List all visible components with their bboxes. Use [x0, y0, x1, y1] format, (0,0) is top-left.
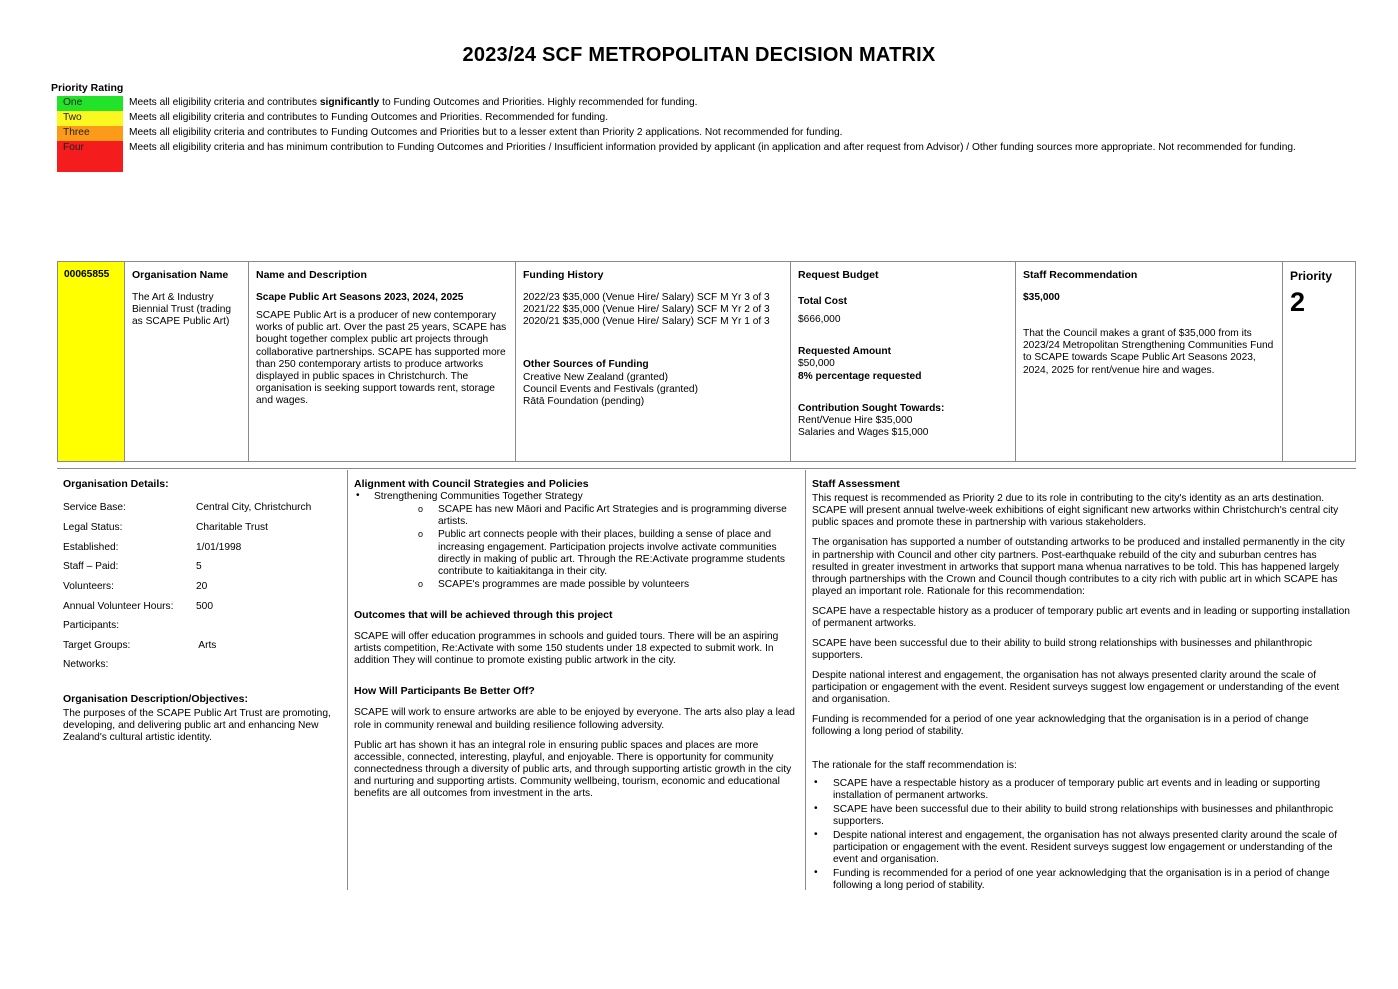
name-description-header: Name and Description	[256, 269, 367, 281]
list-item: • Despite national interest and engagement, the organisation has not always presented clarity around the scale of participation or engagement with the event. Resident surveys suggest low engagement or understanding of the event and organisation.	[812, 830, 1350, 866]
outcomes-text: SCAPE will offer education programmes in schools and guided tours. There will be an aspiring artists competition, Re:Activate with some 150 students under 18 expected to submit work. In addition They will continue to promote existing public artwork in the city.	[354, 631, 779, 667]
project-name: Scape Public Art Seasons 2023, 2024, 2025	[256, 292, 464, 304]
percentage-requested: 8% percentage requested	[798, 370, 922, 382]
other-sources-header: Other Sources of Funding	[523, 359, 649, 371]
list-item: • Funding is recommended for a period of one year acknowledging that the organisation is in a period of change following a long period of stability.	[812, 868, 1350, 892]
detail-row	[63, 522, 341, 534]
staff-assessment-column	[806, 470, 1356, 890]
organisation-details-heading: Organisation Details:	[63, 478, 169, 490]
list-item: o Public art connects people with their places, building a sense of place and increasing engagement. Participation projects involve activate communities directly in making of public art. Through the RE:Activate programme students contribute to kaitiakitanga in their city.	[418, 529, 799, 577]
section-divider	[57, 468, 1356, 469]
outcomes-heading: Outcomes that will be achieved through this project	[354, 608, 613, 621]
better-off-text: SCAPE will work to ensure artworks are able to be enjoyed by everyone. The arts also play a lead role in community renewal and building resilience following adversity.	[354, 707, 795, 731]
organisation-details-column	[57, 470, 348, 890]
priority-swatch-two: Two	[57, 111, 123, 126]
detail-value	[196, 620, 341, 632]
priority-description: Meets all eligibility criteria and has minimum contribution to Funding Outcomes and Priorities / Insufficient information provided by applicant (in application and after request from Advisor) / Other funding sources more appropriate. Not recommended for funding.	[129, 142, 1296, 153]
assessment-paragraph: This request is recommended as Priority 2 due to its role in contributing to the city's identity as an arts destination. SCAPE will present annual twelve-week exhibitions of eight significant new artworks within Christchurch's central city public spaces and promote these in partnership with various stakeholders.	[812, 493, 1339, 529]
better-off-text: Public art has shown it has an integral role in ensuring public spaces and places are more accessible, connected, interesting, playful, and enjoyable. There is opportunity for community connectedness through a diversity of public arts, and through supporting artistic growth in the city and nurturing and supporting artists. Community wellbeing, tourism, economic and educational benefits are all outcomes from investment in the arts.	[354, 739, 792, 799]
funding-history-item: 2022/23 $35,000 (Venue Hire/ Salary) SCF M Yr 3 of 3	[523, 292, 770, 304]
priority-legend-row	[57, 126, 1337, 141]
assessment-paragraph: The organisation has supported a number of outstanding artworks to be produced and installed permanently in the city in partnership with Council and other city partners. Post-earthquake rebuild of the city and suburban centres has resulted in greater investment in artworks that support mana whenua narratives to be told. This has happened largely through partnerships with the Crown and Council though contributes to a city rich with public art in which SCAPE has played an important role. Rationale for this recommendation:	[812, 537, 1345, 597]
priority-legend-row	[57, 141, 1337, 172]
priority-legend-row	[57, 111, 1337, 126]
priority-value: 2	[1290, 287, 1306, 318]
assessment-paragraph: Despite national interest and engagement, the organisation has not always presented clarity around the scale of participation or engagement with the event. Resident surveys suggest low engagement or understanding of the event and organisation.	[812, 669, 1340, 705]
list-item: • SCAPE have been successful due to their ability to build strong relationships with businesses and philanthropic supporters.	[812, 804, 1350, 828]
contribution-sought-label: Contribution Sought Towards:	[798, 402, 945, 414]
contribution-item: Rent/Venue Hire $35,000	[798, 414, 913, 426]
strategy-points	[374, 504, 799, 590]
request-budget-header: Request Budget	[798, 269, 879, 281]
list-item: o SCAPE has new Māori and Pacific Art Strategies and is programming diverse artists.	[418, 504, 799, 528]
application-id: 00065855	[58, 262, 125, 461]
assessment-paragraph: SCAPE have a respectable history as a producer of temporary public art events and in leading or supporting installation of permanent artworks.	[812, 605, 1350, 629]
other-source-item: Rātā Foundation (pending)	[523, 395, 645, 407]
better-off-heading: How Will Participants Be Better Off?	[354, 685, 535, 698]
priority-description-text: to Funding Outcomes and Priorities. Highly recommended for funding.	[379, 97, 698, 108]
detail-value: Arts	[196, 639, 217, 651]
rationale-list	[812, 778, 1350, 892]
staff-recommendation-amount: $35,000	[1023, 292, 1060, 304]
alignment-column	[348, 470, 806, 890]
detail-label: Staff – Paid:	[63, 561, 119, 573]
organisation-name-cell	[125, 262, 249, 461]
priority-description-text: Meets all eligibility criteria and contributes	[129, 97, 320, 108]
detail-label: Volunteers:	[63, 580, 114, 592]
objectives-heading: Organisation Description/Objectives:	[63, 693, 248, 706]
detail-row	[63, 561, 341, 573]
priority-swatch-four: Four	[57, 141, 123, 172]
other-source-item: Council Events and Festivals (granted)	[523, 383, 698, 395]
detail-value: 20	[196, 580, 208, 592]
detail-row	[63, 542, 341, 554]
funding-history-item: 2020/21 $35,000 (Venue Hire/ Salary) SCF M Yr 1 of 3	[523, 316, 770, 328]
detail-label: Legal Status:	[63, 522, 123, 533]
requested-amount-value: $50,000	[798, 358, 835, 370]
strategy-name: Strengthening Communities Together Strategy	[374, 491, 583, 503]
detail-value: 500	[196, 600, 213, 612]
priority-swatch-three: Three	[57, 126, 123, 141]
detail-label: Networks:	[63, 659, 109, 671]
priority-header: Priority	[1290, 269, 1333, 283]
staff-recommendation-header: Staff Recommendation	[1023, 269, 1138, 281]
staff-assessment-heading: Staff Assessment	[812, 478, 900, 490]
list-item: o SCAPE's programmes are made possible by volunteers	[418, 579, 799, 591]
priority-description	[123, 96, 1337, 109]
detail-label: Participants:	[63, 620, 120, 632]
detail-label: Established:	[63, 541, 119, 553]
detail-row	[63, 502, 341, 514]
detail-value: Charitable Trust	[196, 522, 268, 533]
detail-row	[63, 581, 341, 593]
detail-label: Target Groups:	[63, 639, 131, 651]
detail-value	[196, 659, 341, 671]
contribution-item: Salaries and Wages $15,000	[798, 426, 929, 438]
rationale-intro: The rationale for the staff recommendation is:	[812, 759, 1017, 771]
other-source-item: Creative New Zealand (granted)	[523, 371, 668, 383]
funding-history-item: 2021/22 $35,000 (Venue Hire/ Salary) SCF M Yr 2 of 3	[523, 304, 770, 316]
total-cost-value: $666,000	[798, 314, 841, 326]
detail-label: Service Base:	[63, 502, 126, 514]
detail-value: 5	[196, 561, 202, 573]
total-cost-label: Total Cost	[798, 296, 848, 308]
project-description: SCAPE Public Art is a producer of new contemporary works of public art. Over the past 25 years, SCAPE has bought together complex public art projects through collaborative partnerships. SCAPE has supported more than 250 contemporary artists to produce artworks displayed in public spaces in Christchurch. The organisation is seeking support towards rent, storage and wages.	[256, 310, 507, 406]
detail-row	[63, 640, 341, 652]
priority-cell	[1283, 262, 1355, 461]
assessment-paragraph: Funding is recommended for a period of one year acknowledging that the organisation is in a period of change following a long period of stability.	[812, 713, 1309, 737]
request-budget-cell	[791, 262, 1016, 461]
detail-row	[63, 620, 341, 632]
detail-row	[63, 601, 341, 613]
priority-legend	[57, 96, 1337, 172]
organisation-name: The Art & Industry Biennial Trust (trading as SCAPE Public Art)	[132, 292, 232, 328]
strategy-list	[354, 491, 799, 590]
priority-description: Meets all eligibility criteria and contributes to Funding Outcomes and Priorities. Recommended for funding.	[129, 112, 609, 123]
organisation-name-header: Organisation Name	[132, 269, 229, 281]
funding-history-header: Funding History	[523, 269, 604, 281]
application-summary-table	[57, 261, 1356, 462]
name-description-cell	[249, 262, 516, 461]
priority-description-emphasis: significantly	[319, 97, 380, 108]
priority-legend-row	[57, 96, 1337, 111]
priority-description: Meets all eligibility criteria and contributes to Funding Outcomes and Priorities but to a lesser extent than Priority 2 applications. Not recommended for funding.	[129, 127, 843, 138]
page-title: 2023/24 SCF METROPOLITAN DECISION MATRIX	[462, 44, 936, 66]
detail-row	[63, 659, 341, 671]
assessment-section	[57, 470, 1356, 890]
list-item: • SCAPE have a respectable history as a producer of temporary public art events and in leading or supporting installation of permanent artworks.	[812, 778, 1350, 802]
detail-value: Central City, Christchurch	[196, 502, 312, 514]
objectives-text: The purposes of the SCAPE Public Art Trust are promoting, developing, and delivering public art and enhancing New Zealand's cultural artistic identity.	[63, 707, 331, 743]
detail-label: Annual Volunteer Hours:	[63, 600, 174, 612]
priority-swatch-one: One	[57, 96, 123, 111]
list-item	[354, 491, 799, 590]
staff-recommendation-text: That the Council makes a grant of $35,000 from its 2023/24 Metropolitan Strengthening Communities Fund to SCAPE towards Scape Public Art Seasons 2023, 2024, 2025 for rent/venue hire and wages.	[1023, 328, 1274, 376]
staff-recommendation-cell	[1016, 262, 1283, 461]
detail-value: 1/01/1998	[196, 541, 242, 553]
alignment-heading: Alignment with Council Strategies and Policies	[354, 478, 589, 490]
requested-amount-label: Requested Amount	[798, 346, 892, 358]
priority-rating-heading: Priority Rating	[51, 82, 124, 94]
funding-history-cell	[516, 262, 791, 461]
assessment-paragraph: SCAPE have been successful due to their ability to build strong relationships with businesses and philanthropic supporters.	[812, 637, 1313, 661]
